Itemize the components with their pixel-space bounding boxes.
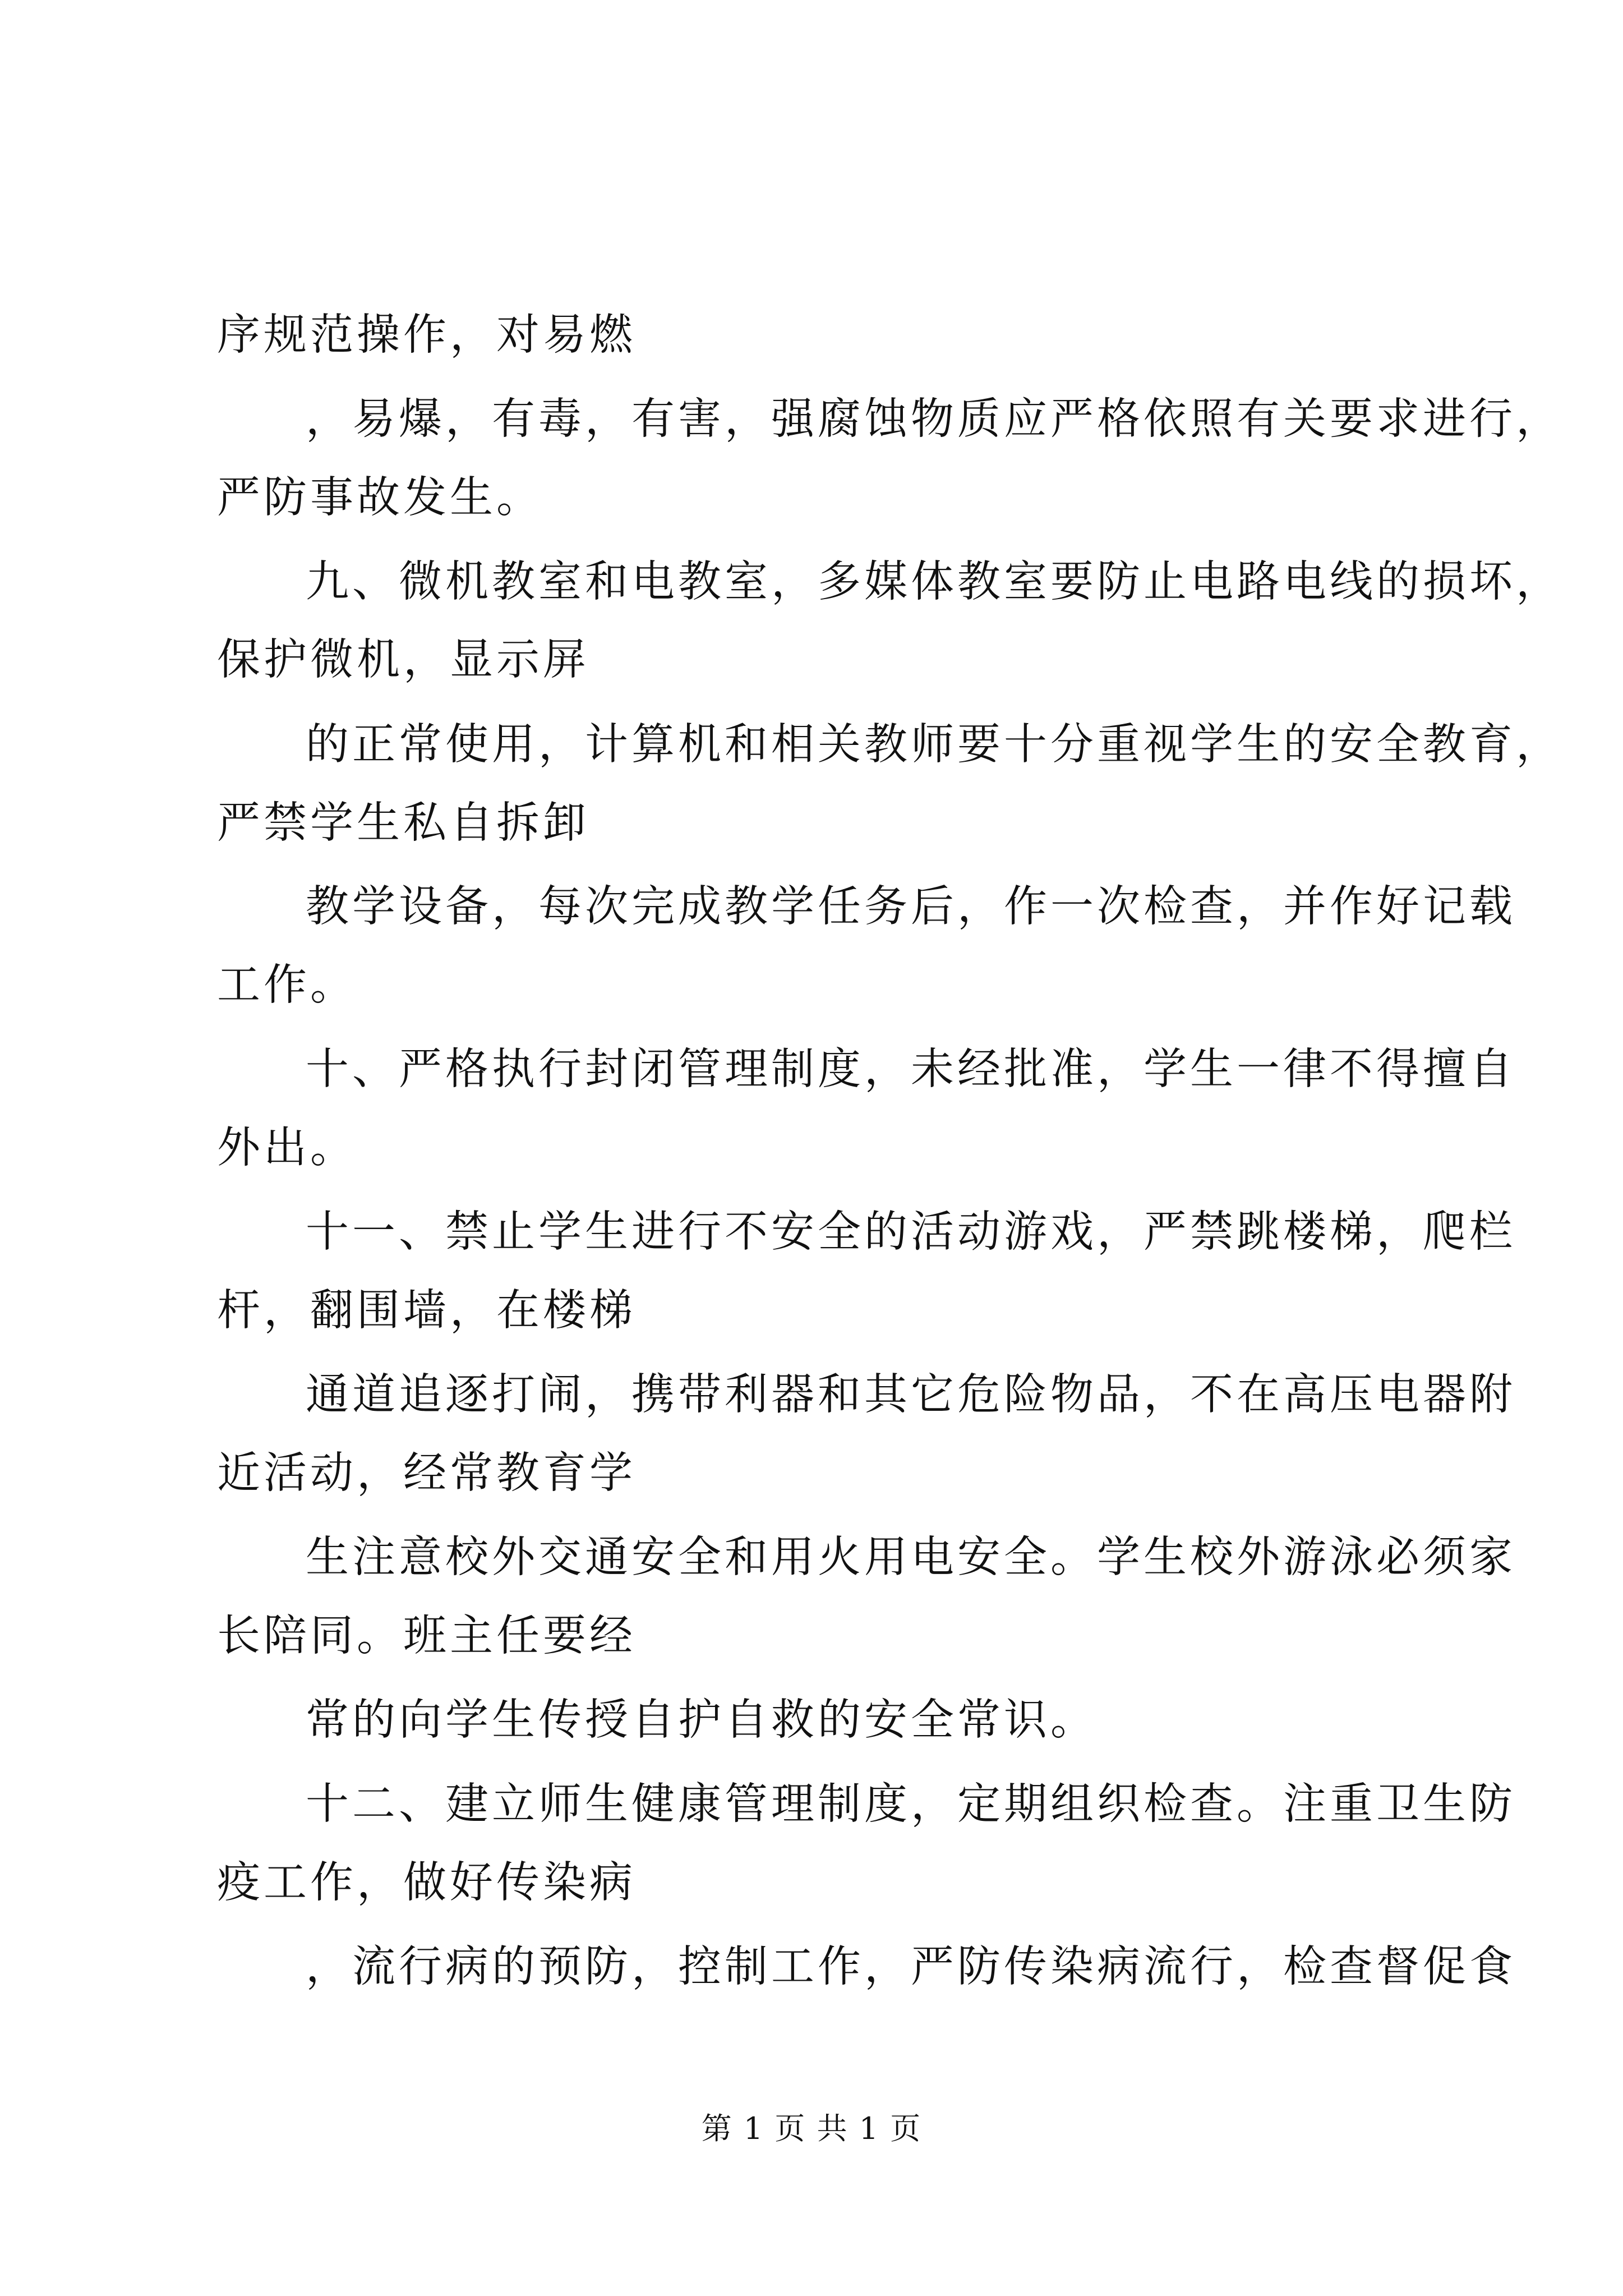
text-line-11: 外出。 bbox=[217, 1123, 357, 1173]
text-line-21: ，流行病的预防，控制工作，严防传染病流行，检查督促食 bbox=[306, 1942, 1516, 1992]
text-line-7: 严禁学生私自拆卸 bbox=[217, 798, 589, 848]
text-line-20: 疫工作，做好传染病 bbox=[217, 1858, 636, 1908]
text-line-16: 生注意校外交通安全和用火用电安全。学生校外游泳必须家 bbox=[306, 1533, 1516, 1582]
text-line-1: 序规范操作，对易燃 bbox=[217, 310, 636, 360]
text-line-12: 十一、禁止学生进行不安全的活动游戏，严禁跳楼梯，爬栏 bbox=[306, 1207, 1516, 1257]
text-line-10: 十、严格执行封闭管理制度，未经批准，学生一律不得擅自 bbox=[306, 1045, 1516, 1094]
text-line-2: ，易爆，有毒，有害，强腐蚀物质应严格依照有关要求进行， bbox=[306, 394, 1562, 444]
text-line-3: 严防事故发生。 bbox=[217, 473, 543, 523]
text-line-6: 的正常使用，计算机和相关教师要十分重视学生的安全教育， bbox=[306, 720, 1562, 770]
text-line-19: 十二、建立师生健康管理制度，定期组织检查。注重卫生防 bbox=[306, 1779, 1516, 1829]
text-line-5: 保护微机，显示屏 bbox=[217, 635, 589, 685]
text-line-17: 长陪同。班主任要经 bbox=[217, 1611, 636, 1661]
text-line-4: 九、微机教室和电教室，多媒体教室要防止电路电线的损坏， bbox=[306, 557, 1562, 607]
text-line-15: 近活动，经常教育学 bbox=[217, 1448, 636, 1498]
text-line-9: 工作。 bbox=[217, 960, 357, 1010]
text-line-14: 通道追逐打闹，携带利器和其它危险物品，不在高压电器附 bbox=[306, 1370, 1516, 1420]
page-footer: 第 1 页 共 1 页 bbox=[701, 2111, 922, 2146]
text-line-18: 常的向学生传授自护自救的安全常识。 bbox=[306, 1695, 1097, 1745]
text-line-13: 杆，翻围墙，在楼梯 bbox=[217, 1286, 636, 1336]
text-line-8: 教学设备，每次完成教学任务后，作一次检查，并作好记载 bbox=[306, 882, 1516, 932]
